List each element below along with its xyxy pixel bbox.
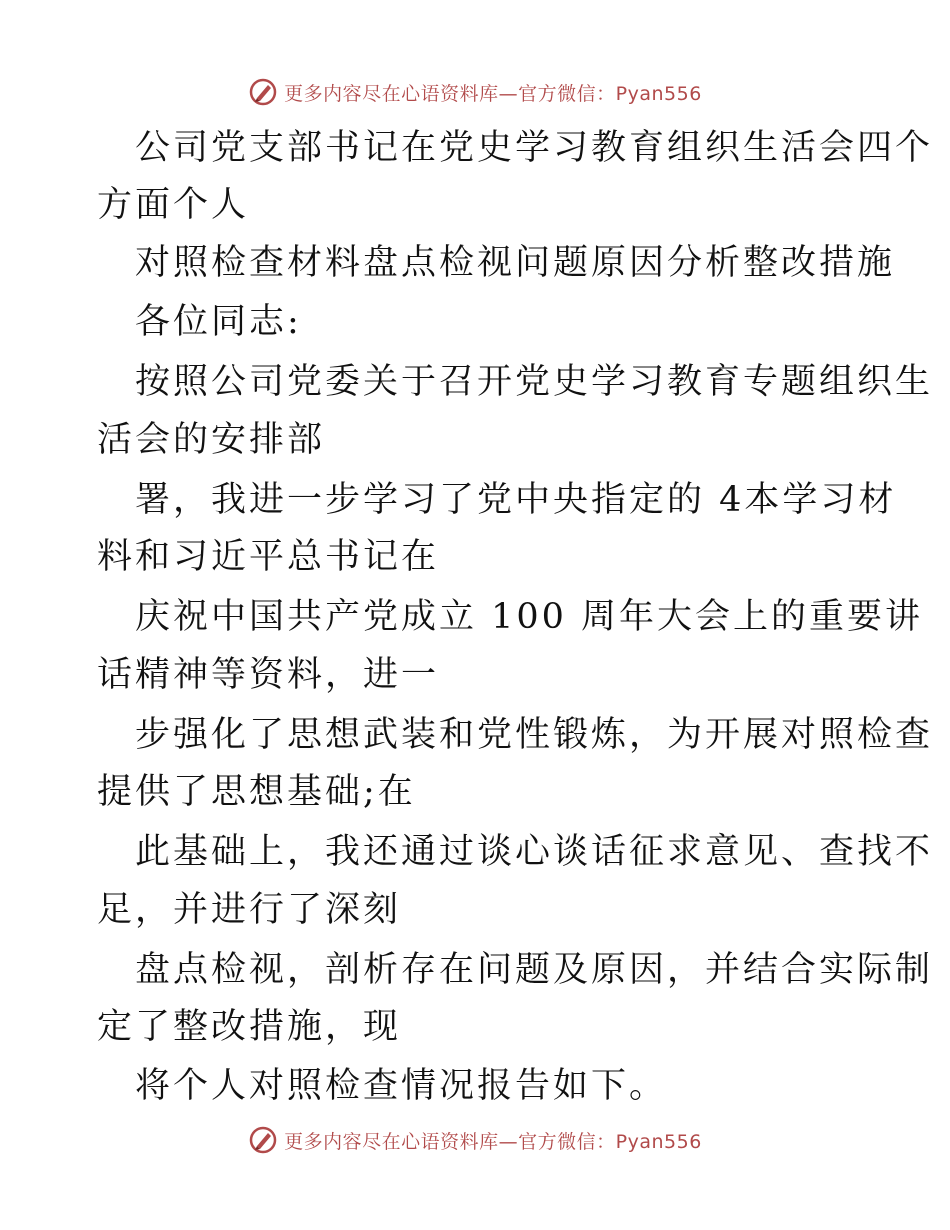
text-line: 步强化了思想武装和党性锻炼，为开展对照检查 — [135, 715, 934, 755]
text-line: 活会的安排部 — [97, 420, 326, 460]
text-line: 将个人对照检查情况报告如下。 — [135, 1066, 668, 1106]
pen-logo-icon — [248, 77, 278, 107]
text-line: 提供了思想基础;在 — [97, 772, 416, 812]
text-line: 对照检查材料盘点检视问题原因分析整改措施 — [135, 243, 896, 283]
text-line: 方面个人 — [97, 185, 250, 225]
text-line: 料和习近平总书记在 — [97, 537, 440, 577]
text-line: 庆祝中国共产党成立 100 周年大会上的重要讲 — [135, 597, 924, 637]
footer-watermark — [0, 1120, 950, 1160]
text-line: 话精神等资料，进一 — [97, 655, 440, 695]
text-line: 公司党支部书记在党史学习教育组织生活会四个 — [135, 128, 934, 168]
text-line: 署，我进一步学习了党中央指定的 4本学习材 — [135, 480, 897, 520]
pen-logo-icon — [248, 1125, 278, 1155]
text-line: 足，并进行了深刻 — [97, 890, 402, 930]
text-line: 按照公司党委关于召开党史学习教育专题组织生 — [135, 362, 934, 402]
text-line: 盘点检视，剖析存在问题及原因，并结合实际制 — [135, 950, 934, 990]
text-line: 定了整改措施，现 — [97, 1007, 402, 1047]
watermark-text: 更多内容尽在心语资料库—官方微信：Pyan556 — [284, 1130, 702, 1153]
text-line: 各位同志: — [135, 302, 302, 342]
header-watermark — [0, 72, 950, 112]
text-line: 此基础上，我还通过谈心谈话征求意见、查找不 — [135, 832, 934, 872]
watermark-text: 更多内容尽在心语资料库—官方微信：Pyan556 — [284, 82, 702, 105]
